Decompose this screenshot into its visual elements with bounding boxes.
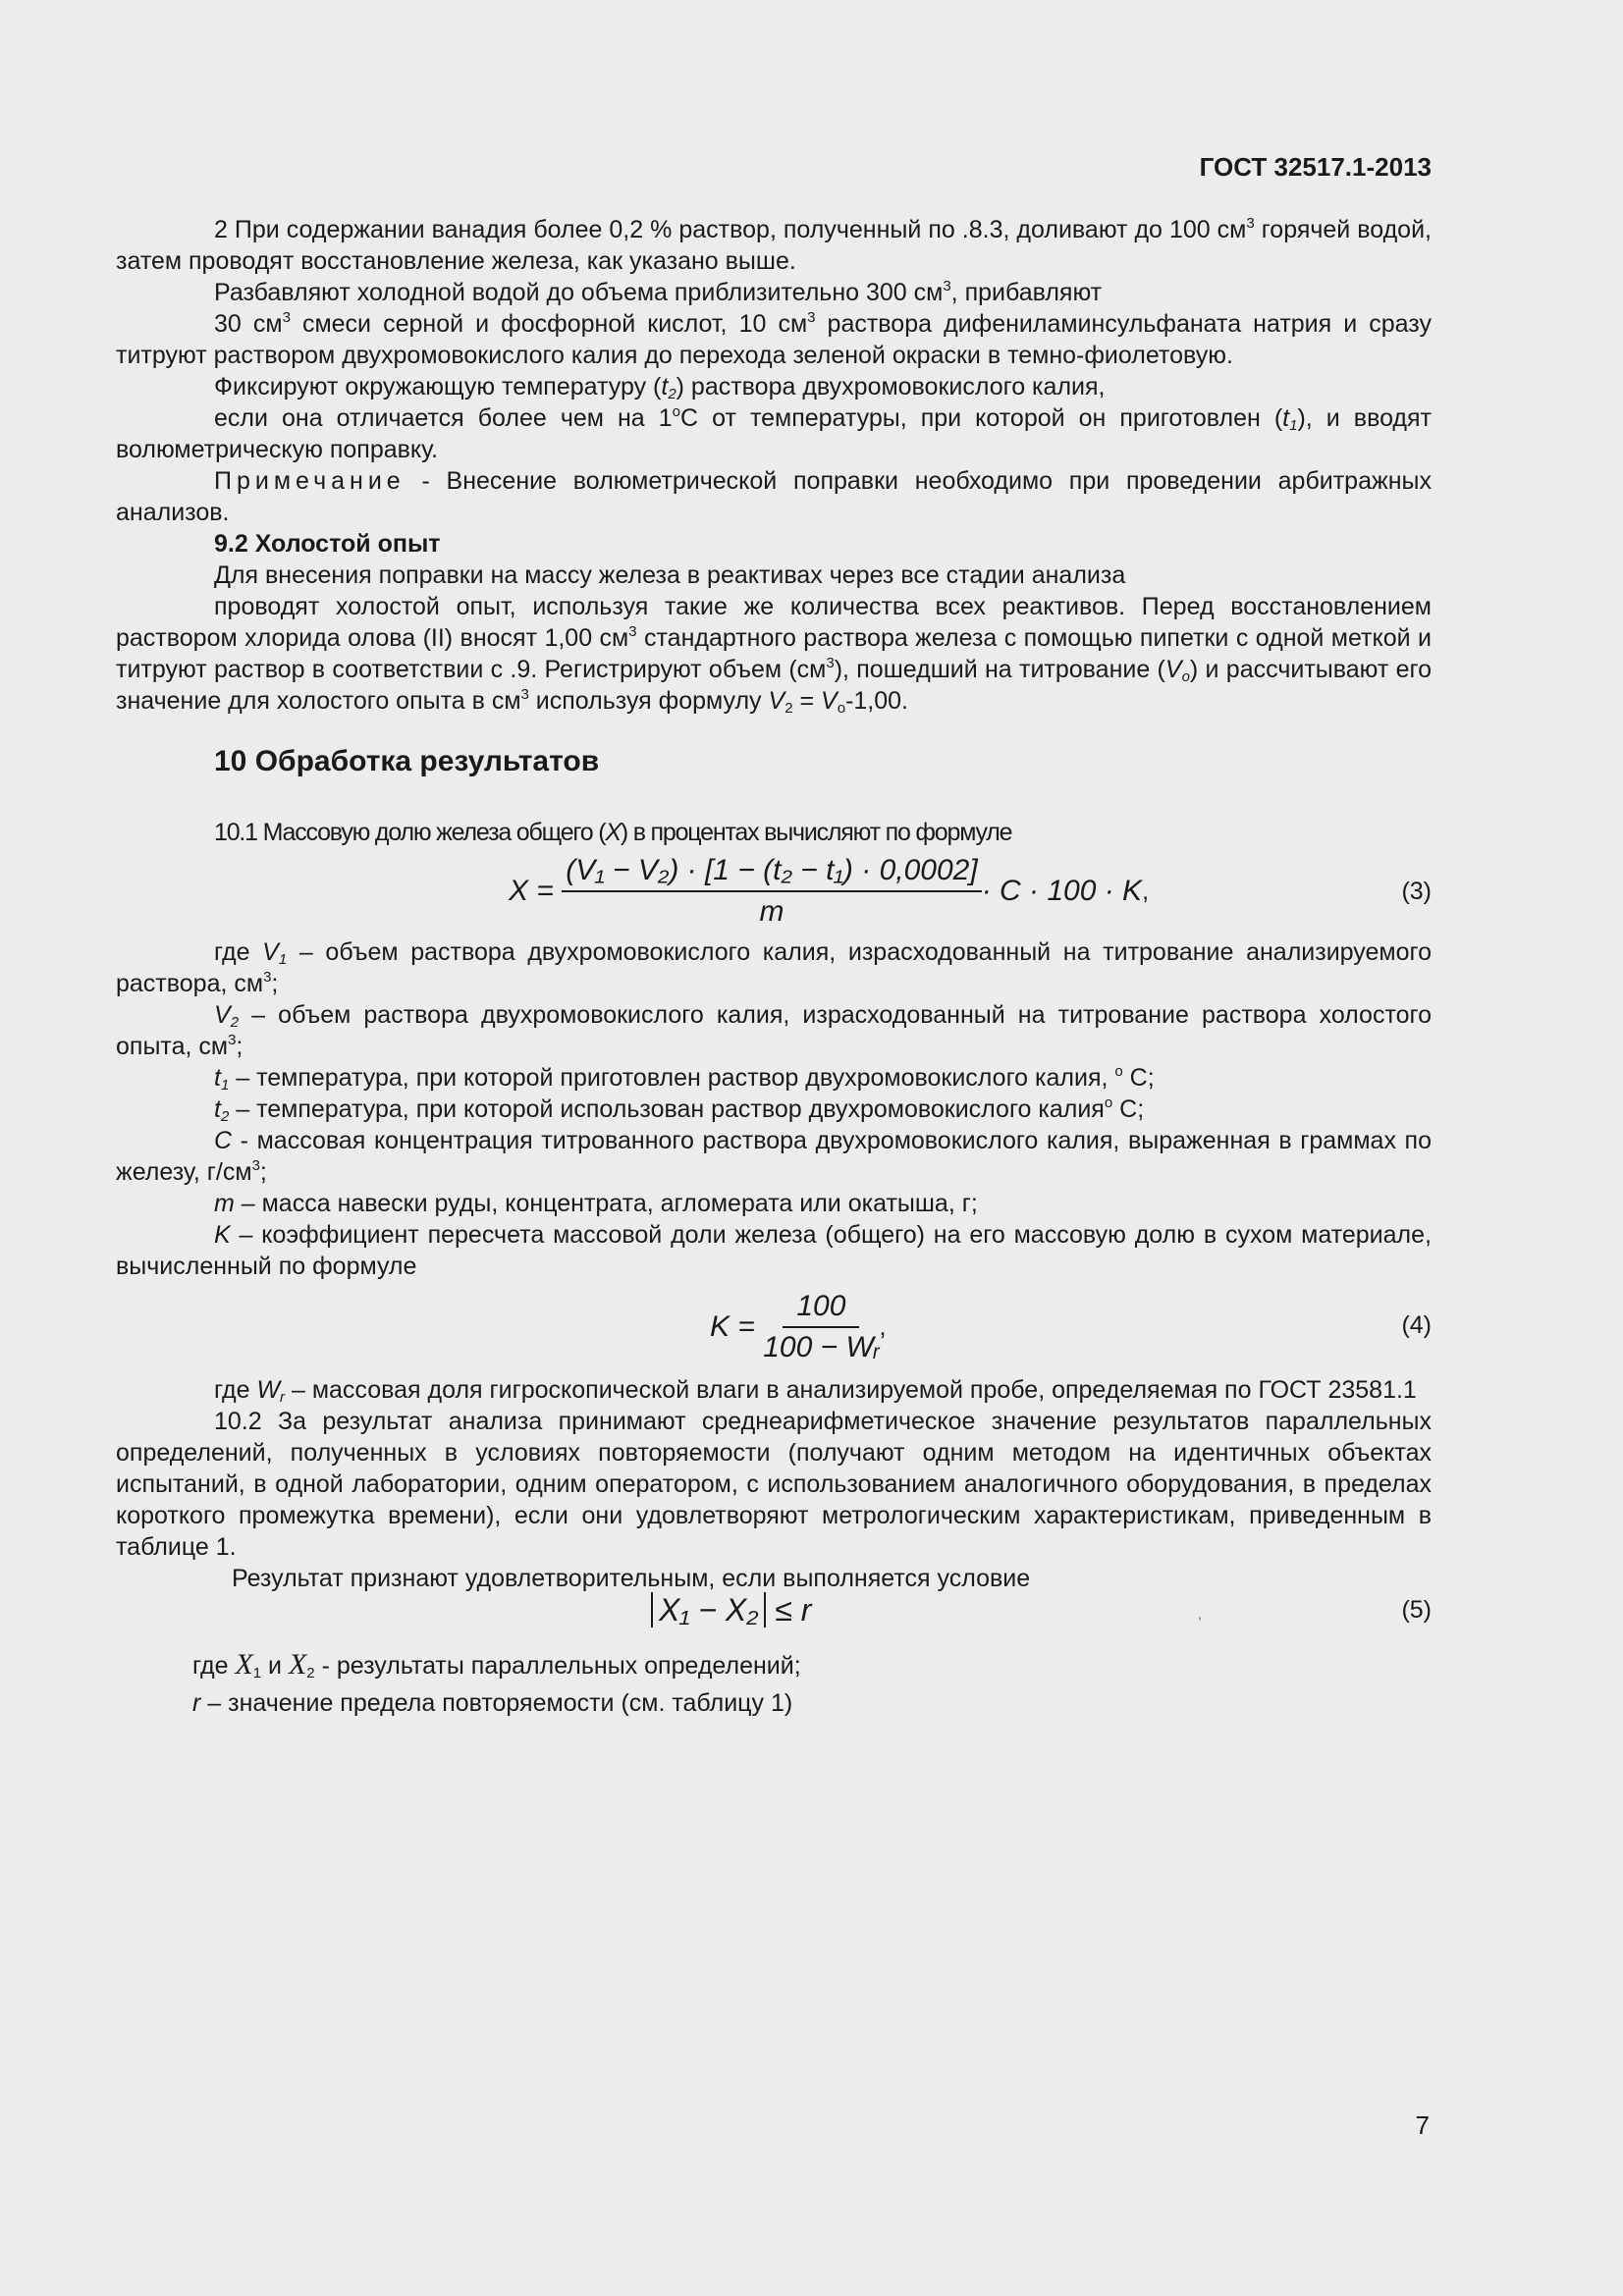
paragraph-vanadium: 2 При содержании ванадия более 0,2 % раствор, полученный по .8.3, доливают до 100 $см^3$ горячей водой, затем проводят восстановление железа, как указано выше. — [116, 215, 1433, 275]
definition-k: K – коэффициент пересчета массовой доли железа (общего) на его массовую долю в сухом материале, вычисленный по формуле — [116, 1221, 1432, 1280]
equation-number-4: (4) — [1401, 1311, 1432, 1339]
note-label: Примечание — [214, 467, 406, 495]
definition-v2: $V_2$ – объем раствора двухромовокислого калия, израсходованный на титрование раствора холостого опыта, $см^3$; — [116, 1001, 1432, 1060]
paragraph-correction: если она отличается более чем на $1^оС$ от температуры, при которой он приготовлен $(t_1)$, и вводят волюметрическую поправку. — [116, 403, 1433, 463]
paragraph-blank-intro: Для внесения поправки на массу железа в реактивах через все стадии анализа — [214, 561, 1126, 589]
section-9-2-heading: 9.2 Холостой опыт — [214, 530, 441, 558]
definition-v1: где $V_1$ – объем раствора двухромовокислого калия, израсходованный на титрование анализируемого раствора, $см^3$; — [116, 938, 1432, 997]
formula-3: X = $\frac{\text{(V₁ − V₂) · [1 − (t₂ − t₁) · 0,0002]}}{m}$ · C · 100 · K , (3) — [509, 854, 1432, 928]
formula-4-lhs: K = — [710, 1310, 755, 1343]
definition-wr: где $W_r$ – массовая доля гигроскопической влаги в анализируемой пробе, определяемая по ГОСТ 23581.1 — [214, 1376, 1417, 1406]
equation-number-3: (3) — [1401, 878, 1432, 905]
formula-4: K = $\frac{100}{\text{100 − Wᵣ}}$ , (4) — [710, 1290, 1432, 1363]
formula-4-numerator: 100 — [783, 1289, 859, 1328]
equation-number-5: (5) — [1401, 1596, 1432, 1624]
definition-r: r – значение предела повторяемости (см. таблицу 1) — [192, 1689, 793, 1717]
formula-5-abs: X₁ − X₂ — [651, 1592, 766, 1628]
definition-t2: $t_2$ – температура, при которой использован раствор двухромовокислого калия$^o$ С; — [214, 1095, 1145, 1125]
page-body — [116, 214, 1432, 1721]
formula-3-lhs: X = — [509, 875, 554, 907]
formula-4-denominator: 100 − Wᵣ — [763, 1331, 880, 1363]
section-10-heading: 10 Обработка результатов — [214, 745, 600, 777]
formula-3-fraction — [562, 853, 981, 930]
formula-3-denominator: m — [759, 895, 784, 928]
definition-m: m – масса навески руды, концентрата, агломерата или окатыша, г; — [214, 1190, 978, 1217]
formula-3-rhs: · C · 100 · K — [981, 875, 1143, 907]
definition-t1: $t_1$ – температура, при которой приготовлен раствор двухромовокислого калия, $^o$ С; — [214, 1063, 1155, 1094]
paragraph-acids: 30 $см^3$ смеси серной и фосфорной кислот, 10 $см^3$ раствора дифениламинсульфаната натрия и сразу титруют раствором двухромовокислого калия до перехода зеленой окраски в темно-фиолетовую. — [116, 309, 1432, 369]
formula-5: X₁ − X₂ ≤ r , (5) — [116, 1594, 1432, 1639]
definition-x1-x2: где $X_1$ и $X_2$ - результаты параллельных определений; — [192, 1648, 801, 1682]
paragraph-temperature: Фиксируют окружающую температуру $(t_2)$ раствора двухромовокислого калия, — [214, 373, 1106, 402]
definition-c: C - массовая концентрация титрованного раствора двухромовокислого калия, выраженная в граммах по железу, $г/см^3$; — [116, 1127, 1432, 1186]
paragraph-dilute: Разбавляют холодной водой до объема приблизительно 300 $см^3$, прибавляют — [214, 278, 1103, 306]
paragraph-blank-test: проводят холостой опыт, используя такие же количества всех реактивов. Перед восстановлением раствором хлорида олова (II) вносят 1,00 $см^3$ стандартного раствора железа с помощью пипетки с одной меткой и титруют раствор в соответствии с .9. Регистрируют объем $(см^3)$, пошедший на титрование $(V_o)$ и рассчитывают его значение для холостого опыта в $см^3$ используя формулу $V_2 = V_о-1,00$. — [116, 593, 1432, 717]
document-code: ГОСТ 32517.1-2013 — [1199, 152, 1432, 182]
note-paragraph: Примечание - Внесение волюметрической поправки необходимо при проведении арбитражных анализов. — [116, 467, 1432, 526]
formula-4-fraction — [763, 1289, 879, 1365]
paragraph-10-1-intro: 10.1 Массовую долю железа общего (X) в процентах вычисляют по формуле — [214, 819, 1012, 846]
formula-5-rhs: ≤ r — [775, 1592, 812, 1628]
paragraph-10-2: 10.2 За результат анализа принимают среднеарифметическое значение результатов параллельных определений, полученных в условиях повторяемости (получают одним методом на идентичных объектах испытаний, в одной лаборатории, одним оператором, с использованием аналогичного оборудования, в пределах короткого промежутка времени), если они удовлетворяют метрологическим характеристикам, приведенным в таблице 1. — [116, 1408, 1432, 1561]
formula-3-numerator: (V₁ − V₂) · [1 − (t₂ − t₁) · 0,0002] — [562, 853, 981, 892]
paragraph-condition: Результат признают удовлетворительным, если выполняется условие — [232, 1565, 1031, 1592]
page-number: 7 — [1415, 2110, 1430, 2140]
